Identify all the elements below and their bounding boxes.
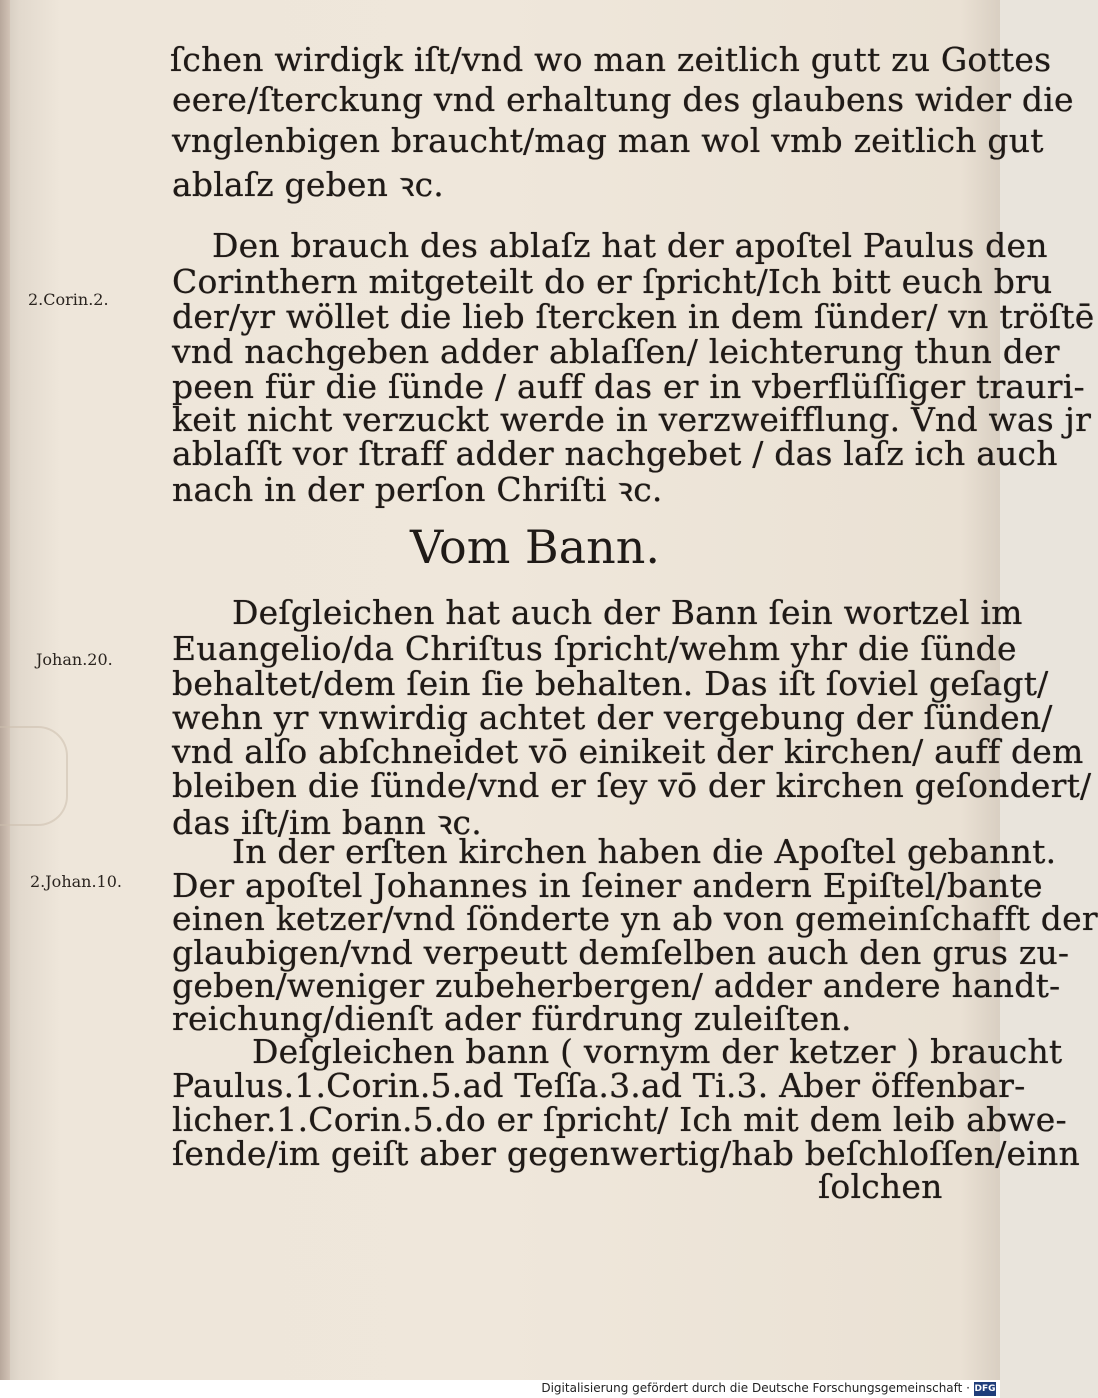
text-line: Den brauch des ablaſz hat der apoſtel Paulus den	[212, 226, 1048, 265]
text-line: In der erſten kirchen haben die Apoſtel gebannt.	[232, 832, 1057, 871]
text-line: glaubigen/vnd verpeutt demſelben auch den grus zu-	[172, 933, 1070, 972]
text-line: ablaſz geben ꝛc.	[172, 165, 444, 204]
dfg-logo: DFG	[974, 1384, 996, 1394]
text-line: ſchen wirdigk iſt/vnd wo man zeitlich gutt zu Gottes	[170, 40, 1052, 79]
text-line: eere/ſterckung vnd erhaltung des glaubens wider die	[172, 80, 1074, 119]
text-line: Paulus.1.Corin.5.ad Teſſa.3.ad Ti.3. Aber öffenbar-	[172, 1066, 1026, 1105]
catchword: ſolchen	[818, 1167, 943, 1206]
text-line: ablaſſt vor ſtraff adder nachgebet / das laſz ich auch	[172, 434, 1058, 473]
text-line: reichung/dienſt ader fürdrung zuleiſten.	[172, 999, 852, 1038]
section-heading: Vom Bann.	[410, 520, 661, 574]
page-edge	[0, 0, 10, 1380]
text-line: behaltet/dem ſein ſie behalten. Das iſt ſoviel geſagt/	[172, 664, 1049, 703]
funding-notice: Digitalisierung gefördert durch die Deutsche Forschungsgemeinschaft ·	[541, 1381, 970, 1395]
text-line: keit nicht verzuckt werde in verzweifflung. Vnd was jr	[172, 400, 1092, 439]
text-line: vnglenbigen braucht/mag man wol vmb zeitlich gut	[172, 121, 1044, 160]
page-tab-mark	[0, 726, 68, 826]
text-line: ſende/im geiſt aber gegenwertig/hab beſchloſſen/einn	[172, 1134, 1080, 1173]
text-line: nach in der perſon Chriſti ꝛc.	[172, 470, 663, 509]
text-line: das iſt/im bann ꝛc.	[172, 803, 482, 842]
text-line: Deſgleichen hat auch der Bann ſein wortzel im	[232, 593, 1023, 632]
margin-note: 2.Corin.2.	[28, 290, 109, 309]
margin-note: Johan.20.	[36, 650, 113, 669]
margin-note: 2.Johan.10.	[30, 872, 122, 891]
text-line: geben/weniger zubeherbergen/ adder andere handt-	[172, 966, 1061, 1005]
text-line: Deſgleichen bann ( vornym der ketzer ) braucht	[252, 1032, 1063, 1071]
text-line: wehn yr vnwirdig achtet der vergebung der ſünden/	[172, 698, 1053, 737]
text-line: licher.1.Corin.5.do er ſpricht/ Ich mit dem leib abwe-	[172, 1100, 1067, 1139]
text-line: Der apoſtel Johannes in ſeiner andern Epiſtel/bante	[172, 866, 1043, 905]
footer-bar	[0, 1380, 1000, 1398]
text-line: vnd nachgeben adder ablaſſen/ leichterung thun der	[172, 332, 1060, 371]
text-line: bleiben die ſünde/vnd er ſey vō der kirchen geſondert/	[172, 766, 1092, 805]
text-line: der/yr wöllet die lieb ſtercken in dem ſünder/ vn tröſtē	[172, 297, 1095, 336]
text-line: vnd alſo abſchneidet vō einikeit der kirchen/ auff dem	[172, 732, 1084, 771]
text-line: Euangelio/da Chriſtus ſpricht/wehm yhr die ſünde	[172, 629, 1017, 668]
text-line: peen für die ſünde / auff das er in vberflüſſiger trauri-	[172, 367, 1085, 406]
text-line: einen ketzer/vnd ſönderte yn ab von gemeinſchafft der	[172, 899, 1098, 938]
text-line: Corinthern mitgeteilt do er ſpricht/Ich bitt euch bru	[172, 262, 1053, 301]
